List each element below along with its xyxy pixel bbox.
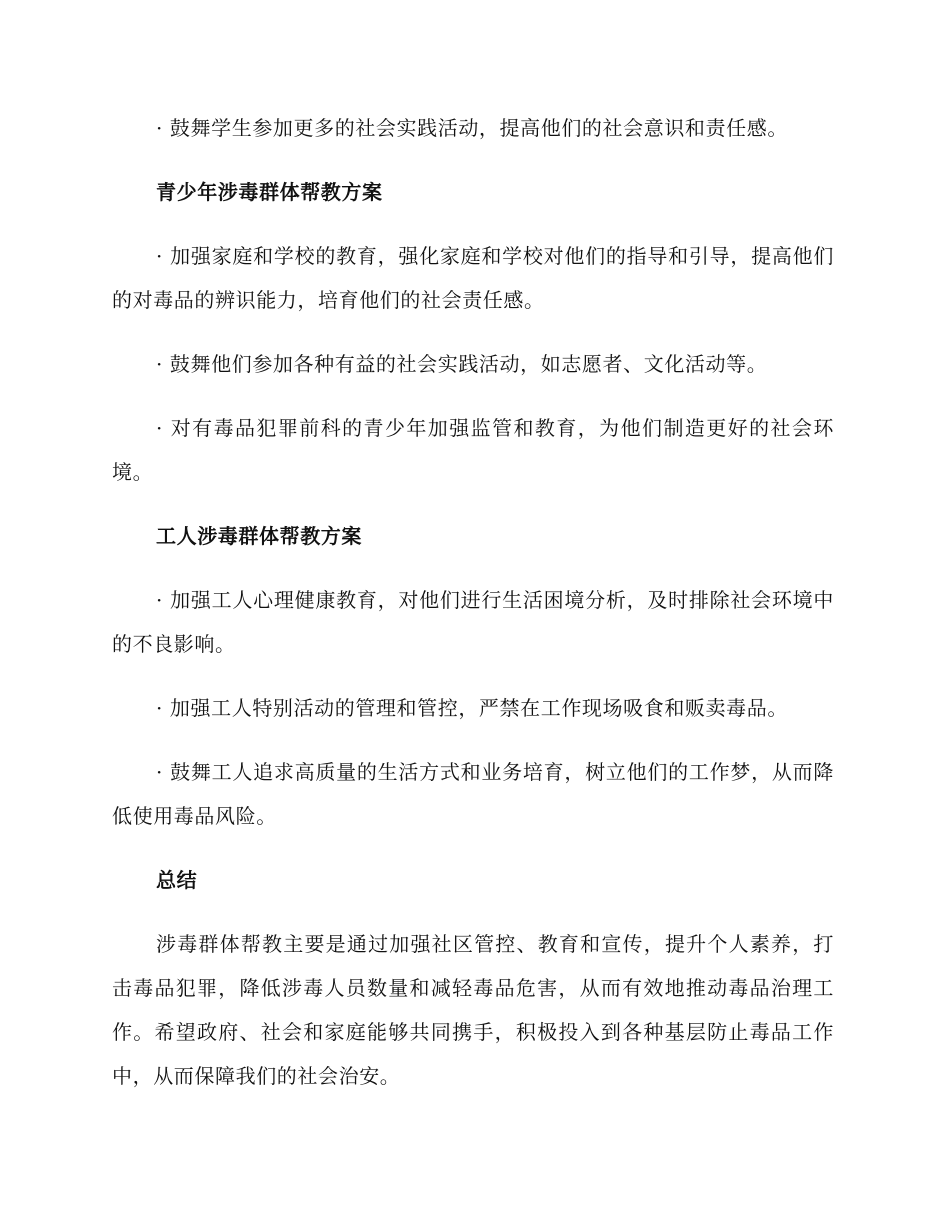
- bullet-paragraph: · 加强工人心理健康教育，对他们进行生活困境分析，及时排除社会环境中的不良影响。: [112, 588, 834, 656]
- bullet-paragraph: · 对有毒品犯罪前科的青少年加强监管和教育，为他们制造更好的社会环境。: [112, 416, 834, 484]
- bullet-paragraph: · 加强工人特别活动的管理和管控，严禁在工作现场吸食和贩卖毒品。: [156, 696, 788, 720]
- document-body: [112, 106, 834, 1118]
- bullet-paragraph: · 加强家庭和学校的教育，强化家庭和学校对他们的指导和引导，提高他们的对毒品的辨识能力，培育他们的社会责任感。: [112, 244, 834, 312]
- section-heading-workers: 工人涉毒群体帮教方案: [156, 524, 362, 548]
- section-heading-youth: 青少年涉毒群体帮教方案: [156, 180, 383, 204]
- section-heading-summary: 总结: [156, 868, 198, 892]
- bullet-paragraph: · 鼓舞他们参加各种有益的社会实践活动，如志愿者、文化活动等。: [156, 352, 768, 376]
- bullet-paragraph: · 鼓舞学生参加更多的社会实践活动，提高他们的社会意识和责任感。: [156, 116, 788, 140]
- summary-paragraph: 涉毒群体帮教主要是通过加强社区管控、教育和宣传，提升个人素养，打击毒品犯罪，降低涉毒人员数量和减轻毒品危害，从而有效地推动毒品治理工作。希望政府、社会和家庭能够共同携手，积极投入到各种基层防止毒品工作中，从而保障我们的社会治安。: [112, 932, 834, 1088]
- bullet-paragraph: · 鼓舞工人追求高质量的生活方式和业务培育，树立他们的工作梦，从而降低使用毒品风险。: [112, 760, 834, 828]
